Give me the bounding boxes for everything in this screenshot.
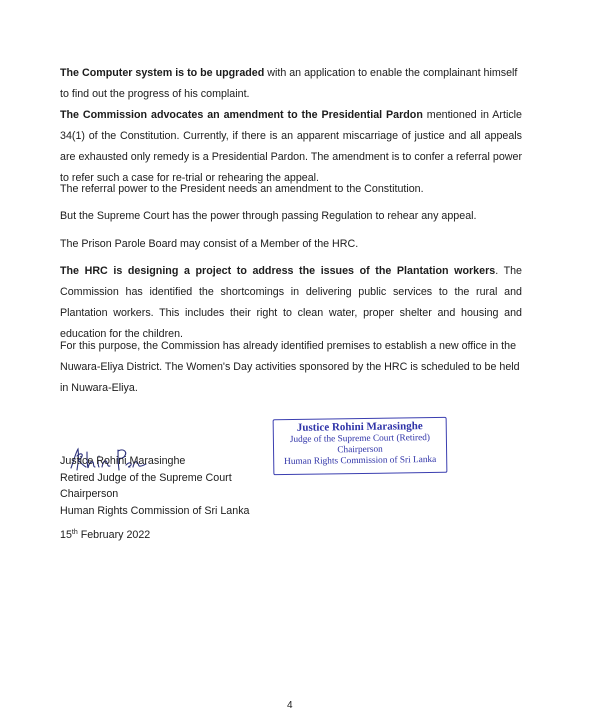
paragraph-computer-system — [60, 63, 522, 105]
date-suffix: th — [71, 529, 78, 536]
stamp-organization: Human Rights Commission of Sri Lanka — [284, 455, 437, 468]
paragraph-bold-lead: The Computer system is to be upgraded — [60, 67, 265, 79]
paragraph-presidential-pardon — [60, 105, 522, 189]
paragraph-text: mentioned in Article 34(1) of the Constitution. Currently, if there is an apparent miscarriage of justice and all appeals are exhausted only remedy is a Presidential Pardon. The amendment is to confer a referral power to refer such a case for re-trial or rehearing the appeal. — [60, 109, 522, 184]
signatory-role: Chairperson — [60, 488, 119, 501]
paragraph-referral-power — [60, 179, 522, 200]
paragraph-supreme-court — [60, 206, 522, 227]
paragraph-prison-parole — [60, 234, 522, 255]
stamp-role: Chairperson — [337, 444, 383, 456]
paragraph-plantation-workers — [60, 261, 522, 345]
paragraph-bold-lead: The HRC is designing a project to address the issues of the Plantation workers — [60, 265, 496, 277]
stamp-name: Justice Rohini Marasinghe — [296, 420, 423, 434]
paragraph-text: For this purpose, the Commission has already identified premises to establish a new office in the Nuwara-Eliya District. The Women's Day activities sponsored by the HRC is scheduled to be held in Nuwara-Eliya. — [60, 340, 520, 394]
paragraph-text: with an application to enable the complainant himself to find out the progress of his complaint. — [60, 67, 518, 100]
signatory-name: Justice Rohini Marasinghe — [60, 455, 186, 467]
paragraph-text: The Prison Parole Board may consist of a Member of the HRC. — [60, 238, 359, 250]
official-stamp — [273, 417, 448, 475]
signatory-organization: Human Rights Commission of Sri Lanka — [60, 504, 250, 517]
document-date — [60, 525, 150, 543]
page-number: 4 — [287, 700, 293, 711]
paragraph-text: The referral power to the President needs an amendment to the Constitution. — [60, 183, 424, 195]
paragraph-text: But the Supreme Court has the power through passing Regulation to rehear any appeal. — [60, 210, 477, 222]
paragraph-text: . The Commission has identified the shortcomings in delivering public services to the rural and Plantation workers. This includes their right to clean water, proper shelter and housing and education for the children. — [60, 265, 522, 340]
stamp-title: Judge of the Supreme Court (Retired) — [289, 433, 431, 445]
date-month-year: February 2022 — [77, 529, 151, 541]
signatory-title: Retired Judge of the Supreme Court — [60, 471, 232, 484]
paragraph-nuwara-eliya — [60, 336, 522, 399]
paragraph-bold-lead: The Commission advocates an amendment to the Presidential Pardon — [60, 109, 423, 121]
date-day: 15 — [60, 529, 72, 541]
